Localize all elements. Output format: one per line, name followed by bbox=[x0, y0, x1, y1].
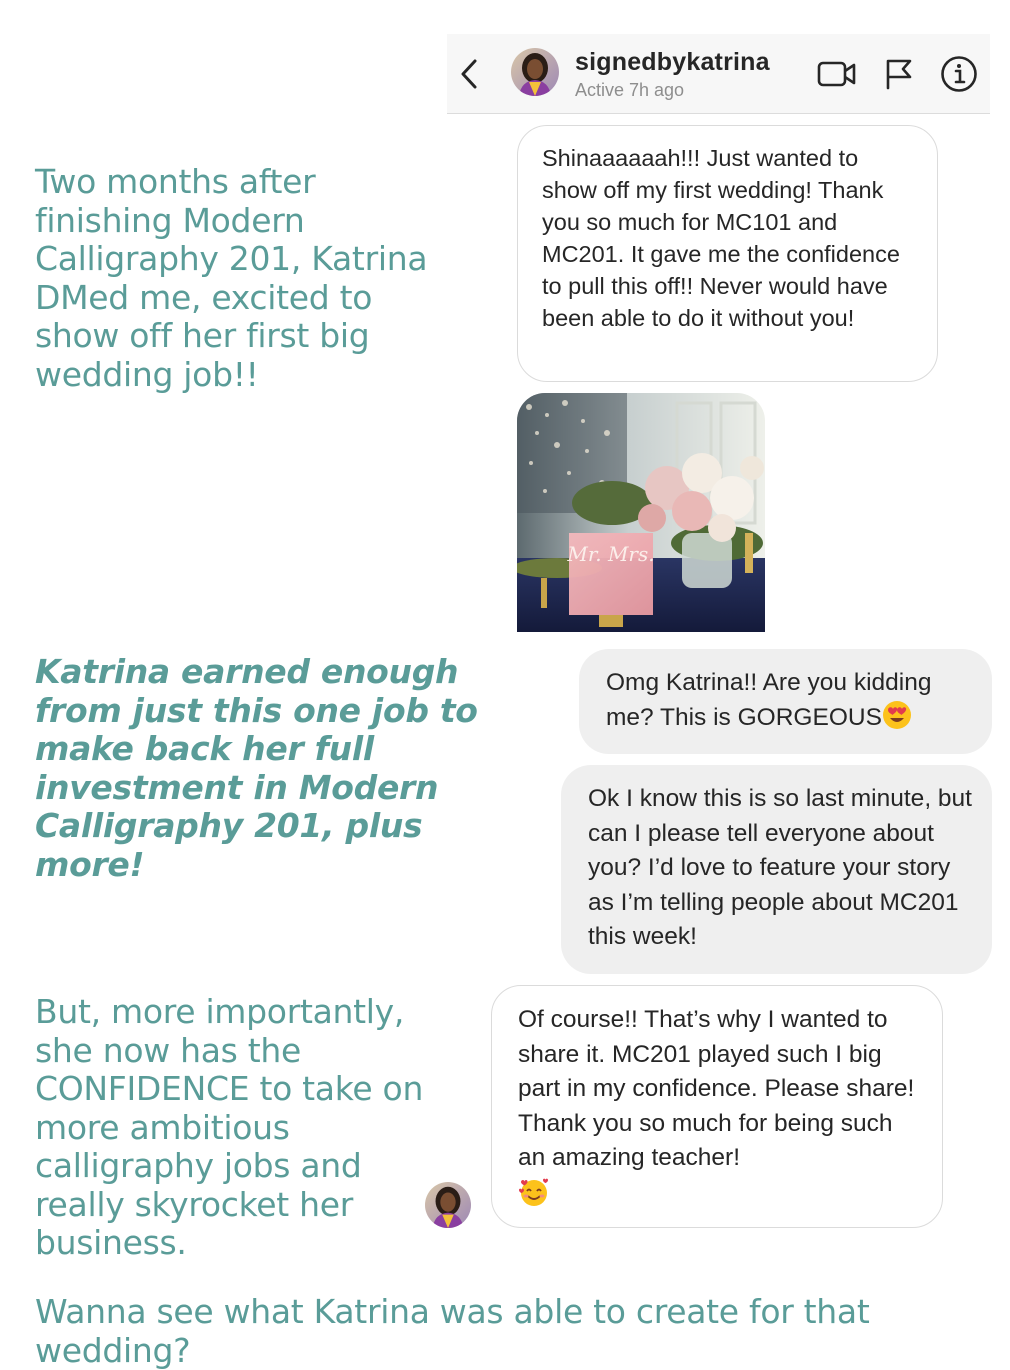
message-text: Shinaaaaaah!!! Just wanted to show off my first wedding! Thank you so much for MC101 and MC201. It gave me the confidence to pull this off!! Never would have been able to do it without you! bbox=[542, 145, 900, 331]
chat-username[interactable]: signedbykatrina bbox=[575, 48, 770, 76]
message-text: Of course!! That’s why I wanted to share it. MC201 played such I big part in my confidence. Please share! Thank you so much for being such an amazing teacher! bbox=[518, 1006, 915, 1171]
message-bubble-outgoing[interactable] bbox=[561, 765, 992, 974]
report-button[interactable] bbox=[879, 54, 919, 94]
flag-icon bbox=[884, 58, 914, 90]
message-bubble-incoming[interactable] bbox=[517, 125, 938, 382]
annotation-note-3: But, more importantly, she now has the CONFIDENCE to take on more ambitious calligraphy jobs and really skyrocket her business. bbox=[35, 992, 424, 1262]
message-text: Omg Katrina!! Are you kidding me? This is GORGEOUS bbox=[606, 669, 932, 731]
info-icon bbox=[940, 55, 978, 93]
message-bubble-incoming[interactable] bbox=[491, 985, 943, 1228]
heart-eyes-emoji bbox=[882, 700, 912, 740]
sender-avatar[interactable] bbox=[425, 1182, 471, 1228]
smiling-face-with-hearts-emoji bbox=[518, 1176, 550, 1219]
back-button[interactable] bbox=[455, 54, 485, 94]
chat-header bbox=[447, 34, 990, 114]
message-text: Ok I know this is so last minute, but can I please tell everyone about you? I’d love to feature your story as I’m telling people about MC201 this week! bbox=[588, 785, 972, 950]
active-status: Active 7h ago bbox=[575, 80, 685, 100]
annotation-note-1: Two months after finishing Modern Calligraphy 201, Katrina DMed me, excited to show off her first big wedding job!! bbox=[35, 162, 428, 394]
video-camera-icon bbox=[817, 60, 857, 88]
annotation-note-2: Katrina earned enough from just this one job to make back her full investment in Modern Calligraphy 201, plus more! bbox=[35, 652, 478, 884]
photo-sign-text: Mr. Mrs. bbox=[567, 542, 655, 566]
info-button[interactable] bbox=[939, 54, 979, 94]
photo-message[interactable] bbox=[517, 393, 765, 632]
annotation-note-4: Wanna see what Katrina was able to create for that wedding? bbox=[35, 1292, 870, 1370]
chevron-left-icon bbox=[459, 57, 481, 91]
video-call-button[interactable] bbox=[817, 54, 857, 94]
avatar[interactable] bbox=[511, 48, 559, 96]
message-bubble-outgoing[interactable] bbox=[579, 649, 992, 754]
